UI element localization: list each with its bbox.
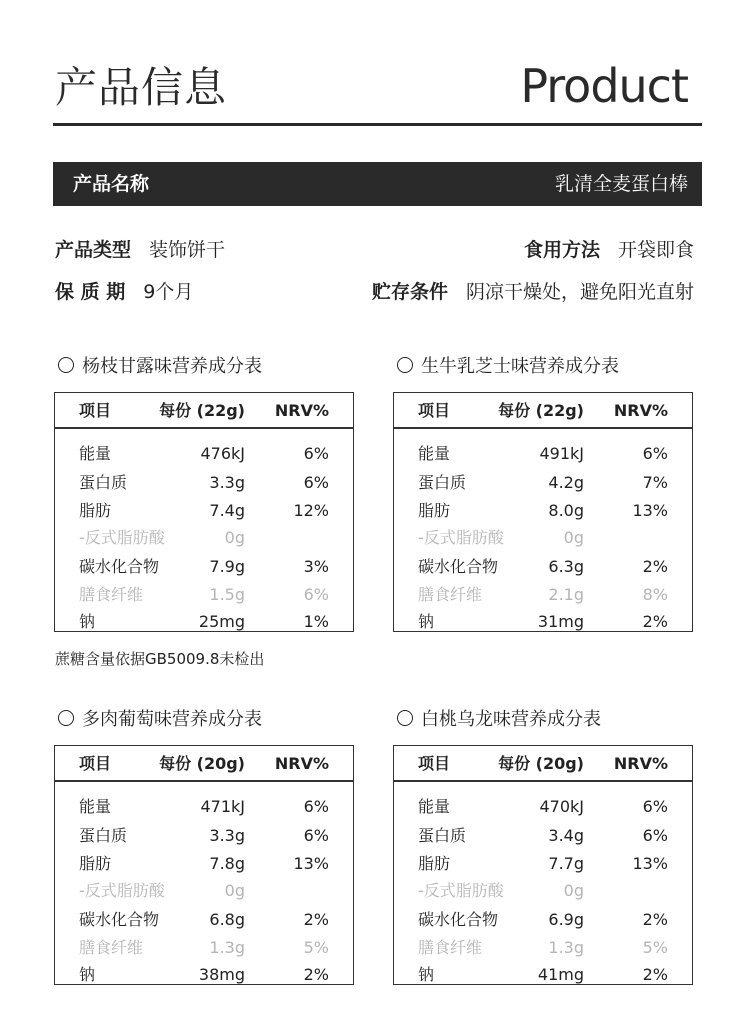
- nutrition-cell-nrv: 1%: [303, 612, 329, 631]
- nutrition-cell-nrv: 2%: [642, 557, 668, 576]
- nutrition-cell-nrv: 13%: [293, 854, 329, 873]
- nutrition-header-cell: 每份 (22g): [159, 401, 245, 420]
- nutrition-table-title: [397, 707, 601, 733]
- nutrition-table: [393, 745, 693, 985]
- nutrition-cell-nrv: 13%: [632, 854, 668, 873]
- nutrition-cell-amount: 6.3g: [548, 557, 584, 576]
- nutrition-cell-name: 钠: [418, 965, 435, 984]
- nutrition-cell-name: 钠: [79, 965, 96, 984]
- nutrition-cell-name: 能量: [418, 444, 451, 463]
- nutrition-cell-nrv: 6%: [303, 473, 329, 492]
- nutrition-cell-name: -反式脂肪酸: [79, 528, 165, 547]
- title-divider: [53, 123, 702, 126]
- nutrition-cell-amount: 31mg: [537, 612, 584, 631]
- nutrition-cell-amount: 1.5g: [209, 585, 245, 604]
- nutrition-header-cell: NRV%: [613, 754, 668, 773]
- nutrition-cell-name: 能量: [418, 797, 451, 816]
- nutrition-cell-nrv: 2%: [642, 612, 668, 631]
- nutrition-cell-nrv: 6%: [303, 585, 329, 604]
- nutrition-cell-amount: 7.8g: [209, 854, 245, 873]
- nutrition-cell-amount: 0g: [563, 881, 584, 900]
- nutrition-cell-amount: 0g: [224, 881, 245, 900]
- nutrition-cell-name: 脂肪: [79, 501, 112, 520]
- storage-value: 阴凉干燥处，避免阳光直射: [465, 281, 694, 303]
- page-title-en: Product: [520, 59, 688, 113]
- nutrition-table-title: [58, 707, 262, 733]
- nutrition-table-header: [55, 746, 353, 780]
- nutrition-table: [54, 745, 354, 985]
- product-name-value: 乳清全麦蛋白棒: [554, 173, 688, 195]
- nutrition-table-header: [394, 393, 692, 427]
- product-type-label: 产品类型: [55, 239, 132, 261]
- nutrition-cell-amount: 7.7g: [548, 854, 584, 873]
- nutrition-cell-amount: 3.3g: [209, 473, 245, 492]
- nutrition-cell-nrv: 13%: [632, 501, 668, 520]
- nutrition-cell-amount: 1.3g: [548, 938, 584, 957]
- sucrose-note: 蔗糖含量依据GB5009.8未检出: [55, 650, 265, 668]
- product-name-bar: [53, 162, 702, 206]
- nutrition-header-cell: NRV%: [613, 401, 668, 420]
- nutrition-table: [54, 392, 354, 632]
- nutrition-header-cell: 项目: [418, 401, 451, 420]
- product-name-label: 产品名称: [73, 173, 150, 195]
- nutrition-cell-amount: 38mg: [198, 965, 245, 984]
- nutrition-cell-nrv: 6%: [642, 797, 668, 816]
- nutrition-table-title-text: 白桃乌龙味营养成分表: [421, 709, 601, 730]
- nutrition-cell-amount: 8.0g: [548, 501, 584, 520]
- nutrition-cell-amount: 7.9g: [209, 557, 245, 576]
- nutrition-cell-name: -反式脂肪酸: [418, 881, 504, 900]
- nutrition-cell-amount: 6.9g: [548, 910, 584, 929]
- nutrition-cell-nrv: 7%: [642, 473, 668, 492]
- circle-icon: [58, 710, 74, 726]
- nutrition-cell-name: 碳水化合物: [418, 910, 499, 929]
- nutrition-cell-name: 膳食纤维: [418, 938, 483, 957]
- nutrition-header-cell: 每份 (20g): [498, 754, 584, 773]
- nutrition-cell-amount: 3.3g: [209, 826, 245, 845]
- nutrition-cell-name: 碳水化合物: [418, 557, 499, 576]
- nutrition-cell-nrv: 2%: [303, 965, 329, 984]
- shelf-life-value: 9个月: [143, 281, 194, 303]
- nutrition-cell-nrv: 2%: [642, 965, 668, 984]
- nutrition-cell-amount: 25mg: [198, 612, 245, 631]
- nutrition-cell-nrv: 6%: [642, 826, 668, 845]
- circle-icon: [397, 357, 413, 373]
- storage-label: 贮存条件: [371, 281, 448, 303]
- nutrition-cell-nrv: 6%: [303, 444, 329, 463]
- nutrition-cell-nrv: 6%: [303, 826, 329, 845]
- nutrition-cell-name: 膳食纤维: [79, 585, 144, 604]
- nutrition-table-title-text: 杨枝甘露味营养成分表: [82, 356, 262, 377]
- nutrition-cell-name: 膳食纤维: [418, 585, 483, 604]
- nutrition-cell-name: -反式脂肪酸: [79, 881, 165, 900]
- nutrition-header-cell: 项目: [418, 754, 451, 773]
- nutrition-table-title-text: 多肉葡萄味营养成分表: [82, 709, 262, 730]
- circle-icon: [397, 710, 413, 726]
- nutrition-cell-name: 能量: [79, 797, 112, 816]
- nutrition-cell-nrv: 6%: [303, 797, 329, 816]
- nutrition-header-cell: 项目: [79, 754, 112, 773]
- header-divider: [394, 780, 692, 782]
- nutrition-cell-amount: 3.4g: [548, 826, 584, 845]
- nutrition-cell-amount: 6.8g: [209, 910, 245, 929]
- nutrition-cell-nrv: 5%: [303, 938, 329, 957]
- page-title-cn: 产品信息: [55, 63, 228, 112]
- nutrition-header-cell: 项目: [79, 401, 112, 420]
- header-divider: [55, 427, 353, 429]
- nutrition-cell-nrv: 12%: [293, 501, 329, 520]
- nutrition-cell-nrv: 2%: [642, 910, 668, 929]
- nutrition-cell-name: 蛋白质: [79, 826, 128, 845]
- nutrition-cell-name: 蛋白质: [79, 473, 128, 492]
- nutrition-cell-amount: 2.1g: [548, 585, 584, 604]
- circle-icon: [58, 357, 74, 373]
- nutrition-cell-name: 碳水化合物: [79, 557, 160, 576]
- nutrition-table-header: [55, 393, 353, 427]
- nutrition-cell-nrv: 6%: [642, 444, 668, 463]
- nutrition-cell-amount: 0g: [224, 528, 245, 547]
- nutrition-cell-amount: 491kJ: [539, 444, 584, 463]
- product-type-row: [55, 237, 225, 263]
- shelf-life-row: [55, 279, 193, 305]
- nutrition-cell-nrv: 2%: [303, 910, 329, 929]
- nutrition-cell-name: 脂肪: [418, 501, 451, 520]
- nutrition-cell-name: 脂肪: [79, 854, 112, 873]
- nutrition-cell-amount: 4.2g: [548, 473, 584, 492]
- usage-label: 食用方法: [523, 239, 600, 261]
- nutrition-table-title-text: 生牛乳芝士味营养成分表: [421, 356, 619, 377]
- nutrition-cell-nrv: 3%: [303, 557, 329, 576]
- nutrition-header-cell: NRV%: [274, 401, 329, 420]
- nutrition-cell-name: 蛋白质: [418, 473, 467, 492]
- nutrition-cell-amount: 476kJ: [200, 444, 245, 463]
- nutrition-cell-amount: 1.3g: [209, 938, 245, 957]
- usage-row: [524, 237, 694, 263]
- nutrition-cell-name: 蛋白质: [418, 826, 467, 845]
- nutrition-cell-name: 碳水化合物: [79, 910, 160, 929]
- product-type-value: 装饰饼干: [149, 239, 226, 261]
- nutrition-cell-name: 钠: [79, 612, 96, 631]
- nutrition-header-cell: 每份 (22g): [498, 401, 584, 420]
- nutrition-header-cell: NRV%: [274, 754, 329, 773]
- header-divider: [394, 427, 692, 429]
- shelf-life-label: 保 质 期: [55, 281, 126, 303]
- nutrition-header-cell: 每份 (20g): [159, 754, 245, 773]
- usage-value: 开袋即食: [617, 239, 694, 261]
- nutrition-cell-name: 脂肪: [418, 854, 451, 873]
- nutrition-cell-amount: 470kJ: [539, 797, 584, 816]
- nutrition-cell-name: 钠: [418, 612, 435, 631]
- nutrition-cell-amount: 7.4g: [209, 501, 245, 520]
- nutrition-cell-name: 能量: [79, 444, 112, 463]
- nutrition-table-title: [58, 354, 262, 380]
- nutrition-cell-amount: 471kJ: [200, 797, 245, 816]
- nutrition-table-title: [397, 354, 619, 380]
- nutrition-cell-amount: 0g: [563, 528, 584, 547]
- nutrition-table: [393, 392, 693, 632]
- nutrition-cell-amount: 41mg: [537, 965, 584, 984]
- nutrition-cell-nrv: 8%: [642, 585, 668, 604]
- nutrition-table-header: [394, 746, 692, 780]
- nutrition-cell-name: 膳食纤维: [79, 938, 144, 957]
- storage-row: [372, 279, 694, 305]
- nutrition-cell-nrv: 5%: [642, 938, 668, 957]
- header-divider: [55, 780, 353, 782]
- nutrition-cell-name: -反式脂肪酸: [418, 528, 504, 547]
